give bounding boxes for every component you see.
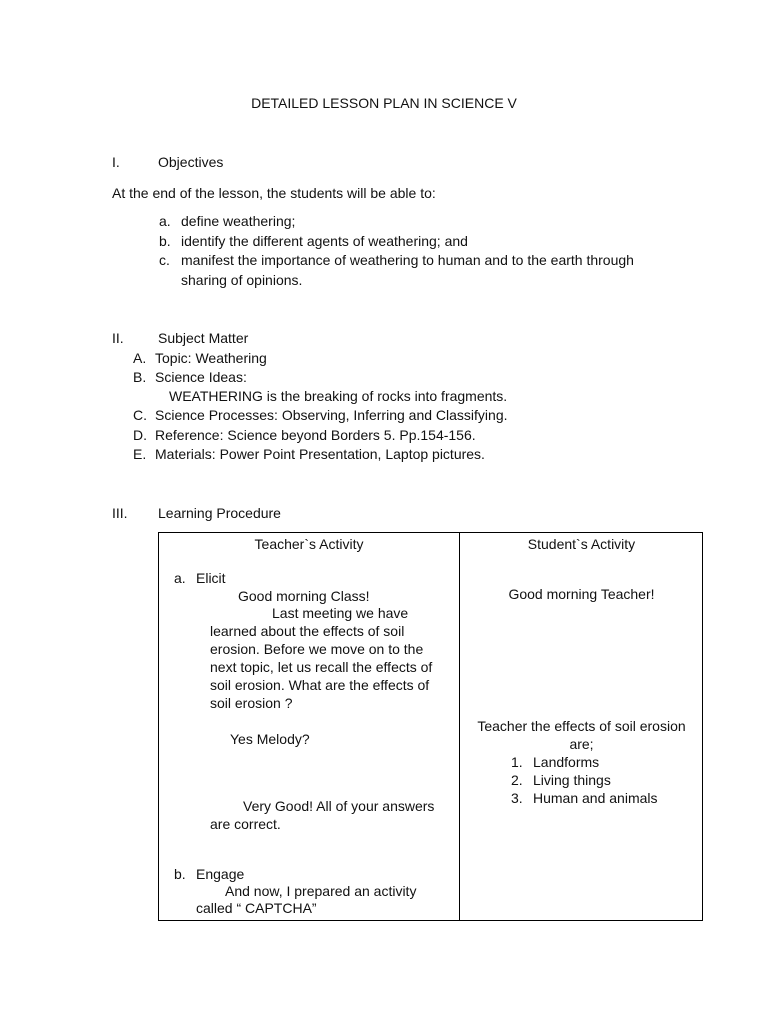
objective-text: define weathering;	[181, 213, 296, 229]
section-1-heading: Objectives	[158, 154, 224, 170]
objectives-intro: At the end of the lesson, the students will be able to:	[112, 185, 436, 201]
page-title: DETAILED LESSON PLAN IN SCIENCE V	[251, 95, 517, 111]
subject-text: Topic: Weathering	[155, 350, 267, 366]
teacher-praise-line: are correct.	[210, 816, 281, 832]
subject-text: Science Processes: Observing, Inferring and Classifying.	[155, 407, 508, 423]
list-marker: C.	[133, 407, 147, 423]
student-greeting: Good morning Teacher!	[508, 586, 655, 602]
section-2-heading: Subject Matter	[158, 330, 249, 346]
elicit-marker: a.	[174, 570, 186, 586]
section-3-heading: Learning Procedure	[158, 505, 281, 521]
teacher-recall-line: next topic, let us recall the effects of	[210, 659, 433, 675]
objective-text-continued: sharing of opinions.	[181, 272, 303, 288]
teacher-recall-line: learned about the effects of soil	[210, 623, 405, 639]
subject-text: Science Ideas:	[155, 369, 247, 385]
section-3-numeral: III.	[112, 505, 128, 521]
science-idea-text: WEATHERING is the breaking of rocks into fragments.	[169, 388, 508, 404]
list-marker: c.	[159, 252, 170, 268]
teacher-recall-line: erosion. Before we move on to the	[210, 641, 424, 657]
objective-text: manifest the importance of weathering to human and to the earth through	[181, 252, 634, 268]
student-answer-line: are;	[569, 736, 594, 752]
student-activity-header: Student`s Activity	[527, 536, 636, 552]
subject-text: Materials: Power Point Presentation, Laptop pictures.	[155, 446, 485, 462]
teacher-recall-line: soil erosion. What are the effects of	[210, 677, 430, 693]
list-marker: E.	[133, 446, 147, 462]
teacher-recall-line: Last meeting we have	[272, 605, 409, 621]
list-marker: D.	[133, 427, 147, 443]
subject-text: Reference: Science beyond Borders 5. Pp.154-156.	[155, 427, 476, 443]
teacher-greeting: Good morning Class!	[238, 588, 370, 604]
answer-text: Human and animals	[533, 790, 658, 806]
answer-marker: 3.	[511, 790, 523, 806]
answer-text: Living things	[533, 772, 611, 788]
teacher-activity-line: called “ CAPTCHA”	[196, 900, 317, 916]
teacher-recall-line: soil erosion ?	[210, 695, 293, 711]
answer-marker: 1.	[511, 754, 523, 770]
list-marker: A.	[133, 350, 147, 366]
answer-marker: 2.	[511, 772, 523, 788]
teacher-activity-header: Teacher`s Activity	[254, 536, 364, 552]
section-1-numeral: I.	[112, 154, 120, 170]
section-2-numeral: II.	[112, 330, 124, 346]
elicit-label: Elicit	[196, 570, 226, 586]
teacher-praise-line: Very Good! All of your answers	[243, 798, 435, 814]
teacher-activity-line: And now, I prepared an activity	[225, 883, 417, 899]
answer-text: Landforms	[533, 754, 600, 770]
objective-text: identify the different agents of weathering; and	[181, 233, 468, 249]
list-marker: b.	[159, 233, 171, 249]
learning-procedure-table	[158, 532, 703, 921]
teacher-call: Yes Melody?	[230, 731, 310, 747]
student-answer-line: Teacher the effects of soil erosion	[477, 718, 686, 734]
list-marker: a.	[159, 213, 171, 229]
engage-label: Engage	[196, 866, 245, 882]
list-marker: B.	[133, 369, 147, 385]
engage-marker: b.	[174, 866, 186, 882]
